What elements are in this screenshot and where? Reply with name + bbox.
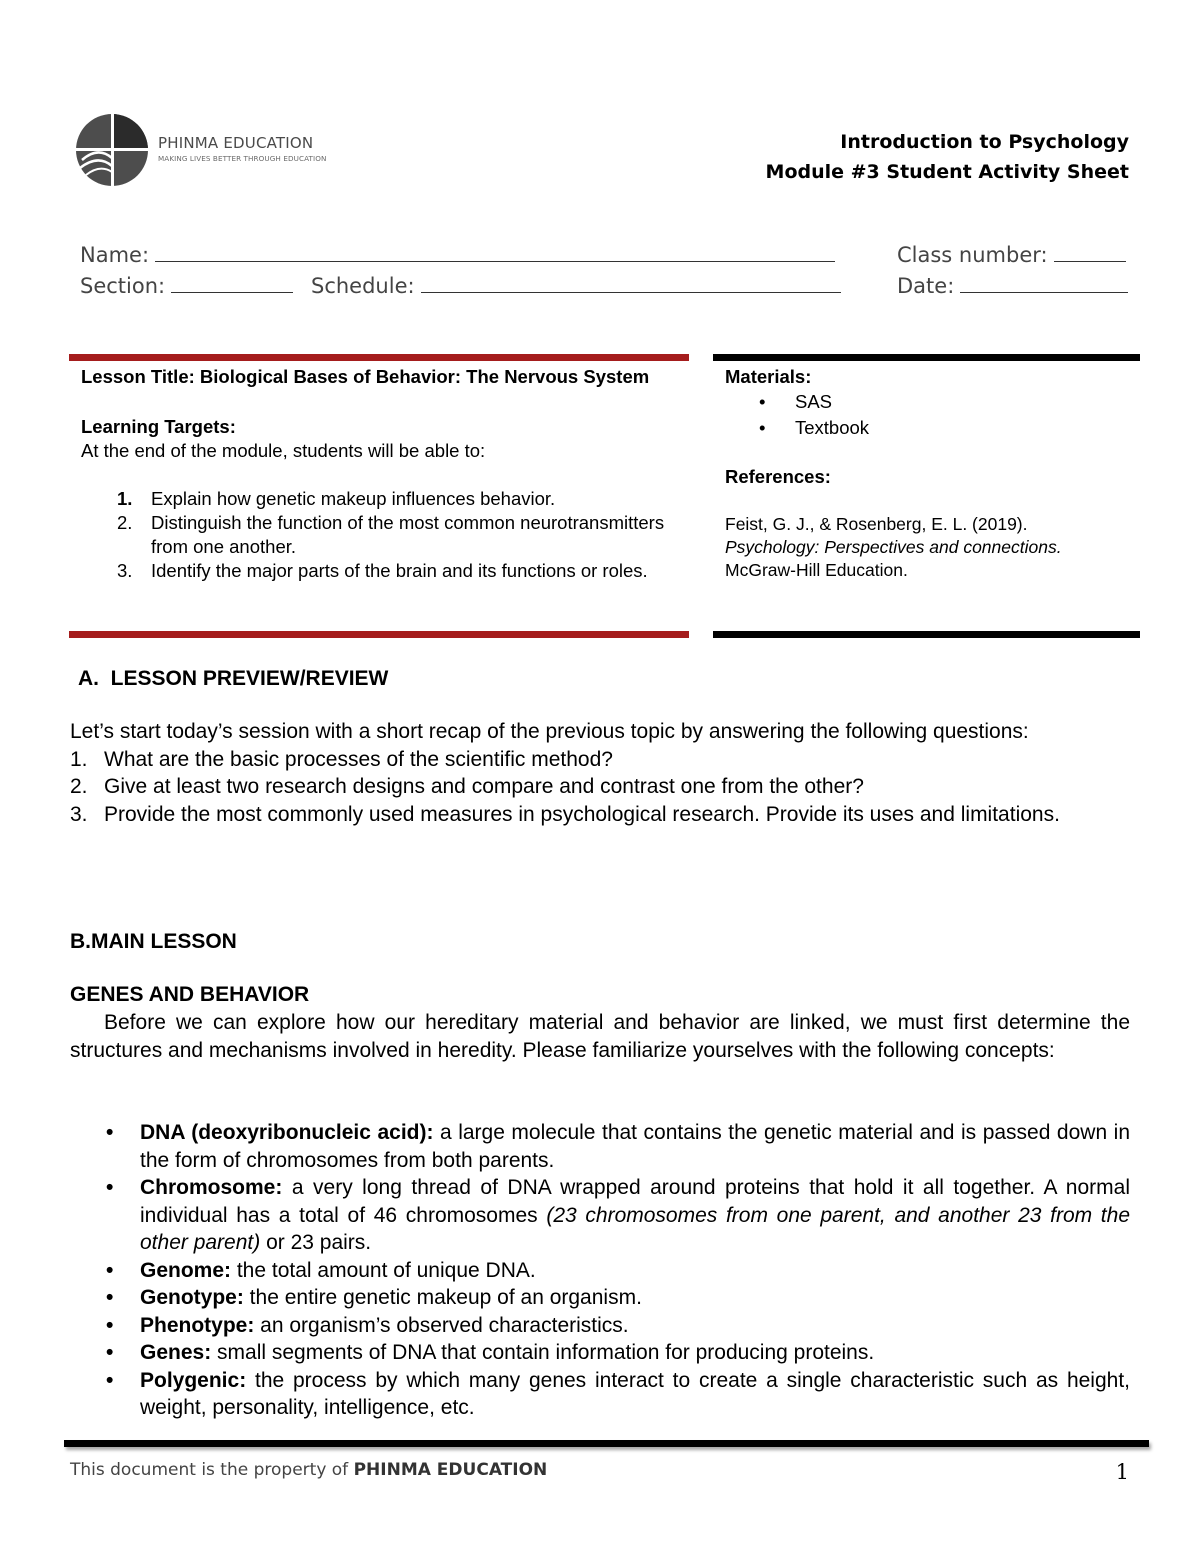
concept-definition: the total amount of unique DNA. [231, 1258, 536, 1282]
learning-target-item [81, 559, 676, 583]
section-blank[interactable] [171, 272, 293, 293]
concept-definition: an organism’s observed characteristics. [254, 1313, 629, 1337]
genes-behavior-intro: Before we can explore how our hereditary material and behavior are linked, we must first determine the structures and mechanisms involved in heredity. Please familiarize yourselves with the following concepts: [70, 1011, 1130, 1062]
material-item: • Textbook [725, 415, 1135, 441]
concept-definition: small segments of DNA that contain information for producing proteins. [211, 1341, 875, 1364]
question-number: 1. [70, 747, 88, 771]
section-a-heading: A. LESSON PREVIEW/REVIEW [78, 667, 389, 690]
concept-term: Genome: [140, 1258, 232, 1282]
date-blank[interactable] [960, 272, 1128, 293]
concept-definition: a large molecule that contains the genetic material and is passed down in the form of chromosomes from both parents. [140, 1121, 1130, 1172]
course-title: Introduction to Psychology [840, 131, 1129, 153]
material-item: • SAS [725, 389, 1135, 415]
footer-divider [64, 1440, 1149, 1447]
concept-item-genes [70, 1339, 1130, 1367]
class-number-field[interactable] [897, 241, 1126, 267]
learning-target-item [81, 511, 676, 559]
concept-item-genotype [70, 1284, 1130, 1312]
footer-ownership [70, 1460, 547, 1480]
concept-item-chromosome [70, 1174, 1130, 1257]
section-b-heading: B.MAIN LESSON [70, 930, 237, 953]
concept-term: Genotype: [140, 1286, 244, 1309]
materials-box-bottom-border [713, 631, 1140, 638]
review-question [70, 746, 1132, 774]
genes-behavior-heading: GENES AND BEHAVIOR [70, 983, 310, 1006]
learning-targets-list [81, 487, 676, 583]
logo-name: PHINMA EDUCATION [158, 134, 314, 152]
concept-term: Chromosome: [140, 1176, 283, 1199]
learning-targets-label: Learning Targets: [81, 416, 236, 437]
concept-item-dna [70, 1119, 1130, 1174]
concept-definition-italic: (23 chromosomes from one parent, and another 23 from the other parent) [140, 1203, 1130, 1254]
phinma-logo [74, 112, 334, 192]
concept-definition-end: or 23 pairs. [260, 1231, 372, 1254]
materials-label: Materials: [725, 366, 812, 387]
review-question [70, 773, 1132, 801]
footer-prefix: This document is the property of [70, 1460, 354, 1480]
logo-tagline: MAKING LIVES BETTER THROUGH EDUCATION [158, 154, 327, 163]
class-number-label: Class number: [897, 243, 1048, 267]
concept-definition: a very long thread of DNA wrapped around proteins that hold it all together. A normal individual has a total of 46 chromosomes [140, 1176, 1130, 1227]
materials-box-top-border [713, 354, 1140, 361]
logo-emblem-icon [74, 112, 154, 192]
reference-authors: Feist, G. J., & Rosenberg, E. L. (2019). [725, 514, 1028, 534]
date-label: Date: [897, 274, 955, 298]
question-text: Provide the most commonly used measures in psychological research. Provide its uses and limitations. [104, 802, 1060, 826]
target-number: 2. [117, 512, 133, 533]
schedule-field[interactable] [311, 272, 841, 298]
name-field[interactable] [80, 241, 835, 267]
question-text: Give at least two research designs and compare and contrast one from the other? [104, 775, 864, 798]
section-a-body [70, 718, 1132, 828]
class-number-blank[interactable] [1054, 241, 1126, 262]
target-number: 3. [117, 560, 133, 581]
target-text: Distinguish the function of the most common neurotransmitters from one another. [151, 512, 665, 557]
target-text: Identify the major parts of the brain and its functions or roles. [151, 560, 648, 581]
lesson-box-bottom-border [69, 631, 689, 638]
target-text: Explain how genetic makeup influences behavior. [151, 488, 556, 509]
page-number: 1 [1115, 1460, 1129, 1484]
question-number: 2. [70, 775, 88, 798]
materials-box [725, 365, 1135, 582]
concepts-list [70, 1119, 1130, 1422]
concept-item-polygenic [70, 1367, 1130, 1422]
materials-list [725, 389, 1135, 441]
reference-title: Psychology: Perspectives and connections. [725, 537, 1062, 557]
name-label: Name: [80, 243, 150, 267]
reference-publisher: McGraw-Hill Education. [725, 560, 908, 580]
learning-target-item [81, 487, 676, 511]
review-questions-list [70, 746, 1132, 829]
question-number: 3. [70, 802, 88, 826]
section-a-intro: Let’s start today’s session with a short recap of the previous topic by answering the following questions: [70, 720, 1029, 743]
footer-owner: PHINMA EDUCATION [353, 1460, 548, 1480]
concept-definition: the entire genetic makeup of an organism. [243, 1286, 642, 1309]
question-text: What are the basic processes of the scientific method? [104, 747, 613, 771]
schedule-label: Schedule: [311, 274, 415, 298]
section-label: Section: [80, 274, 166, 298]
concept-term: Genes: [140, 1341, 212, 1364]
learning-targets-intro: At the end of the module, students will be able to: [81, 440, 486, 461]
concept-item-genome [70, 1257, 1130, 1285]
schedule-blank[interactable] [421, 272, 841, 293]
section-field[interactable] [80, 272, 293, 298]
date-field[interactable] [897, 272, 1128, 298]
lesson-box [81, 365, 676, 583]
reference-entry [725, 513, 1135, 582]
name-blank[interactable] [155, 241, 835, 262]
references-label: References: [725, 466, 831, 487]
concept-definition: the process by which many genes interact to create a single characteristic such as height, weight, personality, intelligence, etc. [140, 1368, 1130, 1419]
review-question [70, 801, 1132, 829]
lesson-title: Lesson Title: Biological Bases of Behavior: The Nervous System [81, 366, 650, 387]
concept-term: Polygenic: [140, 1368, 247, 1392]
concept-term: Phenotype: [140, 1313, 255, 1337]
lesson-box-top-border [69, 354, 689, 361]
sheet-title: Module #3 Student Activity Sheet [765, 161, 1129, 183]
target-number: 1. [117, 488, 133, 509]
concept-term: DNA (deoxyribonucleic acid): [140, 1121, 434, 1144]
concept-item-phenotype [70, 1312, 1130, 1340]
